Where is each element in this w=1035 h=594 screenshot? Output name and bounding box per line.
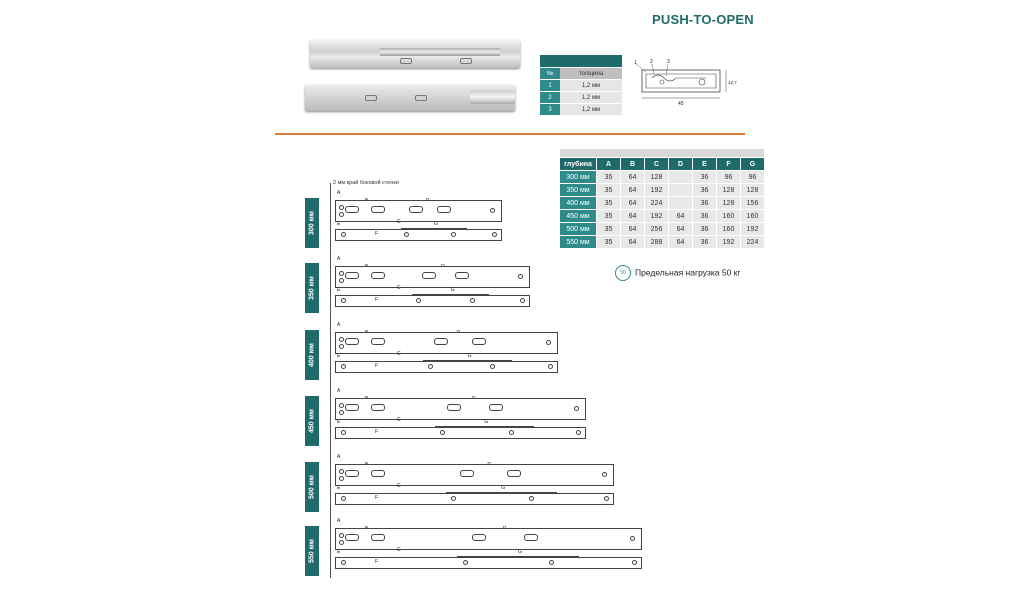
dim-letter: F: [375, 231, 379, 237]
rail-profile-diagram: [632, 56, 740, 108]
table-row: 300 мм 35 64 128 36 96 96: [560, 171, 765, 184]
dim-letter: C: [397, 285, 401, 291]
size-label-500: 500 мм: [305, 462, 319, 512]
dim-letter: F: [375, 495, 379, 501]
thickness-table: № толщина 1 1,2 мм 2 1,2 мм 3 1,2 мм: [540, 55, 622, 116]
rail-outline-lower: [335, 361, 558, 373]
dim-letter: E: [337, 221, 341, 227]
size-label-400: 400 мм: [305, 330, 319, 380]
dim-letter: E: [337, 485, 341, 491]
size-label-450: 450 мм: [305, 396, 319, 446]
dim-letter: C: [397, 483, 401, 489]
reference-line: [330, 183, 331, 578]
svg-text:1: 1: [634, 60, 637, 66]
svg-text:12,7: 12,7: [728, 80, 737, 85]
table-row: 500 мм 35 64 256 64 36 160 192: [560, 223, 765, 236]
dim-letter: A: [337, 322, 341, 328]
table-row: 450 мм 35 64 192 64 36 160 160: [560, 210, 765, 223]
table-row: 400 мм 35 64 224 36 128 156: [560, 197, 765, 210]
dim-letter: E: [337, 549, 341, 555]
dim-letter: F: [375, 429, 379, 435]
dim-letter: G: [501, 485, 506, 491]
dim-letter: A: [337, 388, 341, 394]
dim-letter: G: [484, 419, 489, 425]
dim-letter: F: [375, 559, 379, 565]
dim-letter: C: [397, 417, 401, 423]
page-title: PUSH-TO-OPEN: [652, 12, 754, 27]
dim-letter: A: [337, 518, 341, 524]
table-row: 350 мм 35 64 192 36 128 128: [560, 184, 765, 197]
dim-letter: E: [337, 287, 341, 293]
svg-text:45: 45: [678, 101, 684, 107]
dim-letter: C: [397, 219, 401, 225]
weight-icon: 50: [615, 265, 631, 281]
dim-letter: A: [337, 256, 341, 262]
dim-letter: F: [375, 363, 379, 369]
dim-letter: G: [467, 353, 472, 359]
size-label-550: 550 мм: [305, 526, 319, 576]
dim-letter: A: [337, 454, 341, 460]
size-label-300: 300 мм: [305, 198, 319, 248]
dim-letter: C: [397, 351, 401, 357]
dim-letter: F: [375, 297, 379, 303]
rail-outline-lower: [335, 427, 586, 439]
dim-letter: C: [397, 547, 401, 553]
rail-outline-lower: [335, 229, 502, 241]
max-load-note: 50 Предельная нагрузка 50 кг: [615, 265, 741, 281]
dim-letter: E: [337, 353, 341, 359]
dim-letter: G: [450, 287, 455, 293]
table-row: 550 мм 35 64 288 64 36 192 224: [560, 236, 765, 249]
dim-letter: G: [434, 221, 438, 227]
dim-letter: G: [518, 549, 522, 555]
svg-text:3: 3: [667, 59, 670, 65]
dimensions-table: глубина A B C D E F G 300 мм 35 64 128 36 96 96 350 мм 35 64 192 36 128 128 400 мм 35 64 224 36 128 156 450 мм 35 64 192 64 36 160 160 500 мм 35 64 256 64 36 160 192 550 мм 35 64 288 64 36 192 224: [559, 148, 765, 249]
svg-text:2: 2: [650, 59, 653, 65]
section-divider: [275, 133, 745, 135]
rail-photo-open: [305, 85, 515, 111]
dim-letter: E: [337, 419, 341, 425]
edge-note: 2 мм край боковой стенки: [333, 180, 399, 186]
size-label-350: 350 мм: [305, 263, 319, 313]
rail-outline-lower: [335, 557, 642, 569]
rail-photo-closed: [310, 40, 520, 68]
rail-outline-lower: [335, 295, 530, 307]
dim-letter: A: [337, 190, 341, 196]
